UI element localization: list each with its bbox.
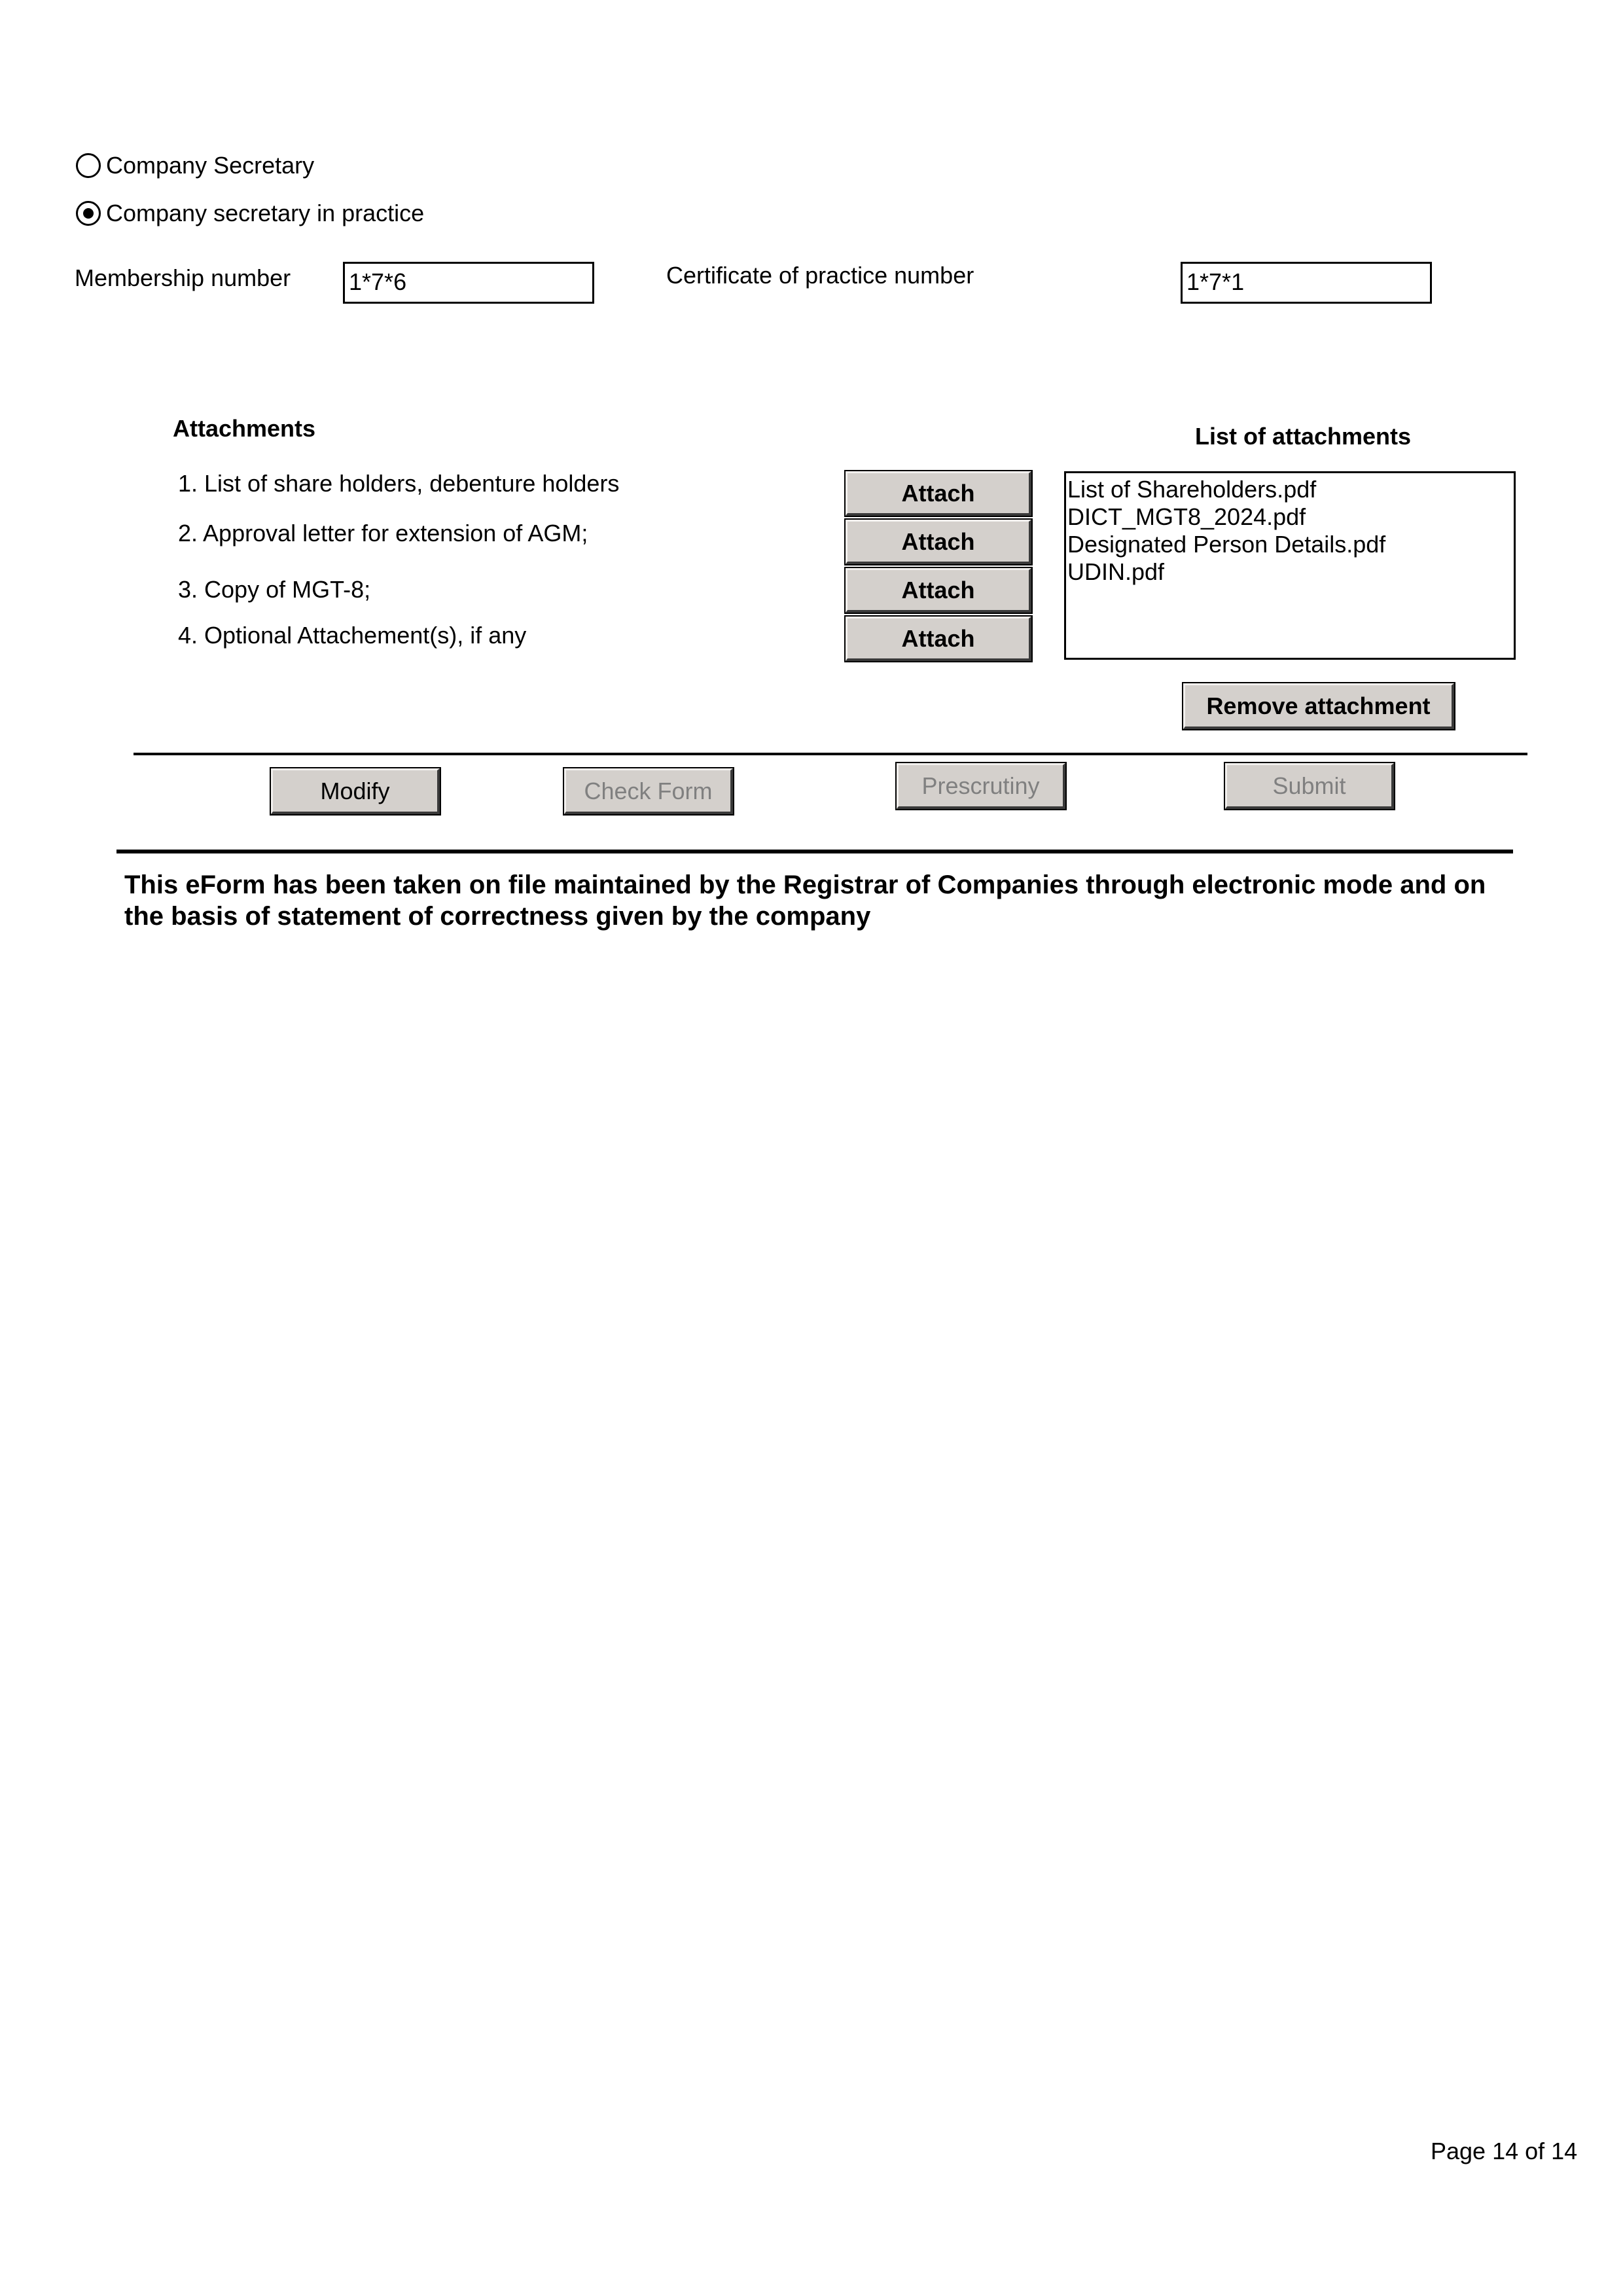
radio-button[interactable]: [76, 153, 101, 178]
attachment-item-label: 2. Approval letter for extension of AGM;: [178, 520, 588, 547]
attachment-item-label: 4. Optional Attachement(s), if any: [178, 622, 527, 649]
remove-attachment-button[interactable]: Remove attachment: [1183, 683, 1454, 729]
divider: [134, 753, 1527, 755]
membership-number-label: Membership number: [75, 264, 291, 291]
attachment-file-item[interactable]: List of Shareholders.pdf: [1067, 476, 1317, 503]
list-of-attachments-heading: List of attachments: [1195, 423, 1412, 450]
radio-company-secretary[interactable]: [76, 152, 314, 179]
prescrutiny-button[interactable]: Prescrutiny: [897, 763, 1065, 809]
attach-button-mgt8[interactable]: Attach: [846, 568, 1031, 613]
radio-button-selected[interactable]: [76, 201, 101, 226]
attach-button-shareholders[interactable]: Attach: [846, 471, 1031, 516]
divider: [116, 850, 1513, 853]
attachments-listbox[interactable]: [1064, 471, 1516, 660]
attachment-file-item[interactable]: UDIN.pdf: [1067, 558, 1165, 585]
attach-button-optional[interactable]: Attach: [846, 617, 1031, 661]
attach-button-agm-extension[interactable]: Attach: [846, 520, 1031, 564]
page-number: Page 14 of 14: [1431, 2138, 1578, 2164]
membership-number-field[interactable]: 1*7*6: [343, 262, 594, 304]
certificate-of-practice-field[interactable]: 1*7*1: [1181, 262, 1432, 304]
attachments-heading: Attachments: [173, 415, 316, 442]
eform-filing-note: This eForm has been taken on file maintained by the Registrar of Companies through electronic mode and on the basis of statement of correctness given by the company: [124, 870, 1486, 931]
radio-label: Company secretary in practice: [106, 200, 425, 226]
check-form-button[interactable]: Check Form: [564, 768, 733, 814]
certificate-of-practice-label: Certificate of practice number: [666, 262, 974, 289]
submit-button[interactable]: Submit: [1225, 763, 1394, 809]
attachment-file-item[interactable]: Designated Person Details.pdf: [1067, 531, 1386, 558]
radio-label: Company Secretary: [106, 152, 315, 179]
attachment-item-label: 1. List of share holders, debenture holders: [178, 470, 620, 497]
radio-company-secretary-in-practice[interactable]: [76, 200, 424, 226]
attachment-item-label: 3. Copy of MGT-8;: [178, 576, 371, 603]
attachment-file-item[interactable]: DICT_MGT8_2024.pdf: [1067, 503, 1306, 530]
modify-button[interactable]: Modify: [271, 768, 440, 814]
